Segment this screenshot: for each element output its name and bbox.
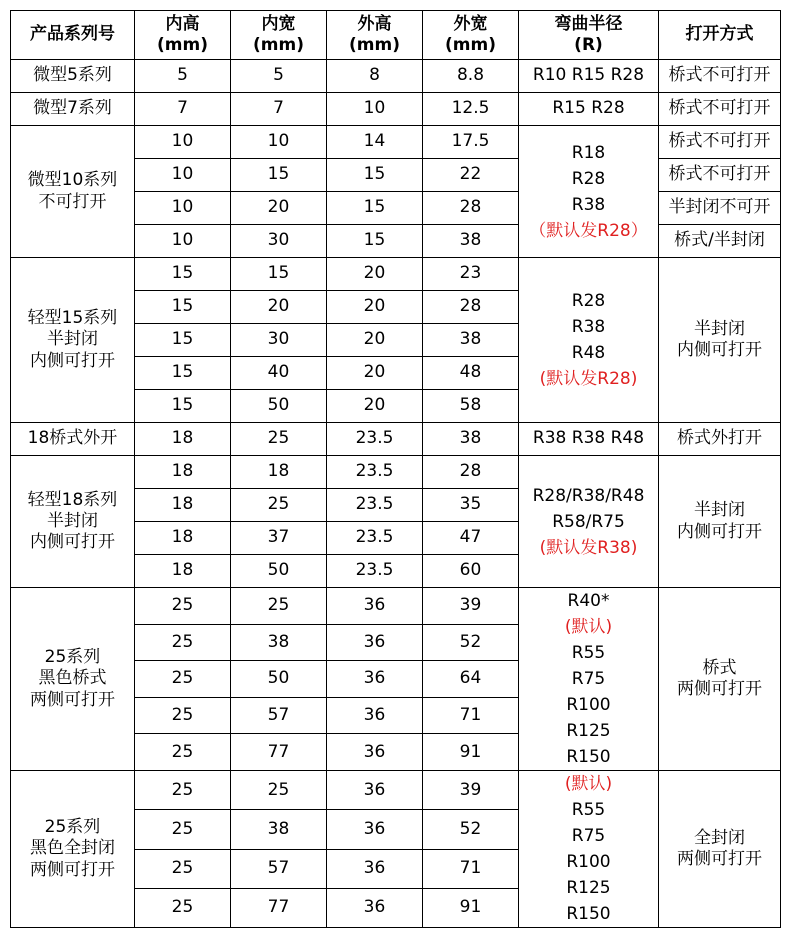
value-cell: 25	[135, 624, 231, 661]
value-cell: 39	[423, 588, 519, 625]
value-cell: 23.5	[327, 489, 423, 522]
value-cell: 38	[423, 324, 519, 357]
header-row	[11, 11, 781, 60]
opening-cell: 半封闭 内侧可打开	[659, 456, 781, 588]
value-cell: 12.5	[423, 93, 519, 126]
value-cell: 18	[135, 555, 231, 588]
series-cell: 25系列 黑色桥式 两侧可打开	[11, 588, 135, 771]
value-cell: 38	[423, 225, 519, 258]
table-row	[11, 456, 781, 489]
value-cell: 5	[135, 60, 231, 93]
header-opening: 打开方式	[659, 11, 781, 60]
value-cell: 91	[423, 888, 519, 927]
opening-cell: 半封闭不可开	[659, 192, 781, 225]
value-cell: 25	[135, 771, 231, 810]
value-cell: 47	[423, 522, 519, 555]
opening-cell: 桥式不可打开	[659, 159, 781, 192]
opening-cell: 桥式不可打开	[659, 93, 781, 126]
opening-cell: 桥式/半封闭	[659, 225, 781, 258]
value-cell: 20	[327, 291, 423, 324]
value-cell: 15	[327, 225, 423, 258]
value-cell: 7	[135, 93, 231, 126]
opening-cell: 桥式不可打开	[659, 126, 781, 159]
header-bend-radius: 弯曲半径 (R)	[519, 11, 659, 60]
value-cell: 38	[423, 423, 519, 456]
radius-cell: R40* (默认) R55 R75 R100 R125 R150	[519, 588, 659, 771]
value-cell: 50	[231, 555, 327, 588]
value-cell: 10	[135, 159, 231, 192]
radius-cell: R38 R38 R48	[519, 423, 659, 456]
value-cell: 36	[327, 697, 423, 734]
series-cell: 25系列 黑色全封闭 两侧可打开	[11, 771, 135, 928]
value-cell: 38	[231, 810, 327, 849]
value-cell: 23.5	[327, 423, 423, 456]
value-cell: 15	[231, 258, 327, 291]
value-cell: 17.5	[423, 126, 519, 159]
value-cell: 40	[231, 357, 327, 390]
series-cell: 轻型18系列 半封闭 内侧可打开	[11, 456, 135, 588]
value-cell: 20	[231, 192, 327, 225]
series-cell: 微型7系列	[11, 93, 135, 126]
value-cell: 15	[327, 159, 423, 192]
value-cell: 14	[327, 126, 423, 159]
value-cell: 18	[135, 423, 231, 456]
series-cell: 微型10系列 不可打开	[11, 126, 135, 258]
value-cell: 8.8	[423, 60, 519, 93]
opening-cell: 半封闭 内侧可打开	[659, 258, 781, 423]
value-cell: 10	[135, 225, 231, 258]
value-cell: 10	[231, 126, 327, 159]
value-cell: 57	[231, 849, 327, 888]
header-inner-height: 内高 (mm)	[135, 11, 231, 60]
opening-cell: 桥式不可打开	[659, 60, 781, 93]
value-cell: 71	[423, 849, 519, 888]
value-cell: 36	[327, 849, 423, 888]
value-cell: 15	[327, 192, 423, 225]
value-cell: 15	[135, 390, 231, 423]
value-cell: 77	[231, 734, 327, 771]
value-cell: 35	[423, 489, 519, 522]
value-cell: 15	[135, 357, 231, 390]
radius-cell: R15 R28	[519, 93, 659, 126]
value-cell: 8	[327, 60, 423, 93]
value-cell: 25	[135, 849, 231, 888]
value-cell: 20	[327, 357, 423, 390]
default-tag: (默认)	[564, 774, 613, 794]
value-cell: 25	[135, 661, 231, 698]
value-cell: 36	[327, 624, 423, 661]
value-cell: 15	[135, 324, 231, 357]
table-row	[11, 588, 781, 625]
table-row	[11, 771, 781, 810]
value-cell: 71	[423, 697, 519, 734]
value-cell: 36	[327, 734, 423, 771]
radius-cell: (默认) R55 R75 R100 R125 R150	[519, 771, 659, 928]
table-row	[11, 93, 781, 126]
value-cell: 28	[423, 291, 519, 324]
value-cell: 50	[231, 390, 327, 423]
value-cell: 30	[231, 225, 327, 258]
value-cell: 25	[231, 423, 327, 456]
opening-cell: 全封闭 两侧可打开	[659, 771, 781, 928]
default-tag: (默认)	[564, 617, 613, 637]
value-cell: 23.5	[327, 456, 423, 489]
spec-table-container	[10, 10, 781, 928]
value-cell: 25	[135, 697, 231, 734]
value-cell: 23.5	[327, 555, 423, 588]
table-row	[11, 126, 781, 159]
value-cell: 25	[135, 810, 231, 849]
table-row	[11, 423, 781, 456]
opening-cell: 桥式外打开	[659, 423, 781, 456]
value-cell: 60	[423, 555, 519, 588]
value-cell: 25	[135, 734, 231, 771]
value-cell: 28	[423, 456, 519, 489]
value-cell: 36	[327, 771, 423, 810]
value-cell: 36	[327, 888, 423, 927]
value-cell: 25	[231, 588, 327, 625]
default-note: （默认发R28）	[529, 220, 648, 241]
value-cell: 18	[135, 456, 231, 489]
radius-cell: R28 R38 R48 (默认发R28)	[519, 258, 659, 423]
value-cell: 39	[423, 771, 519, 810]
value-cell: 20	[327, 258, 423, 291]
value-cell: 10	[135, 192, 231, 225]
table-row	[11, 258, 781, 291]
value-cell: 30	[231, 324, 327, 357]
value-cell: 22	[423, 159, 519, 192]
default-note: (默认发R38)	[539, 537, 638, 558]
value-cell: 64	[423, 661, 519, 698]
series-cell: 轻型15系列 半封闭 内侧可打开	[11, 258, 135, 423]
value-cell: 38	[231, 624, 327, 661]
value-cell: 37	[231, 522, 327, 555]
value-cell: 36	[327, 810, 423, 849]
value-cell: 15	[135, 291, 231, 324]
value-cell: 18	[231, 456, 327, 489]
value-cell: 18	[135, 489, 231, 522]
value-cell: 7	[231, 93, 327, 126]
value-cell: 10	[327, 93, 423, 126]
value-cell: 77	[231, 888, 327, 927]
value-cell: 58	[423, 390, 519, 423]
cable-chain-spec-table	[10, 10, 781, 928]
value-cell: 50	[231, 661, 327, 698]
radius-cell: R10 R15 R28	[519, 60, 659, 93]
value-cell: 20	[327, 324, 423, 357]
value-cell: 15	[135, 258, 231, 291]
value-cell: 23	[423, 258, 519, 291]
radius-cell: R28/R38/R48 R58/R75 (默认发R38)	[519, 456, 659, 588]
value-cell: 20	[231, 291, 327, 324]
value-cell: 23.5	[327, 522, 423, 555]
header-inner-width: 内宽 (mm)	[231, 11, 327, 60]
radius-cell: R18 R28 R38 （默认发R28）	[519, 126, 659, 258]
header-series: 产品系列号	[11, 11, 135, 60]
header-outer-height: 外高 (mm)	[327, 11, 423, 60]
value-cell: 52	[423, 624, 519, 661]
value-cell: 15	[231, 159, 327, 192]
value-cell: 28	[423, 192, 519, 225]
table-row	[11, 60, 781, 93]
value-cell: 25	[135, 888, 231, 927]
series-cell: 18桥式外开	[11, 423, 135, 456]
series-cell: 微型5系列	[11, 60, 135, 93]
value-cell: 25	[231, 489, 327, 522]
value-cell: 18	[135, 522, 231, 555]
value-cell: 48	[423, 357, 519, 390]
value-cell: 36	[327, 588, 423, 625]
value-cell: 52	[423, 810, 519, 849]
value-cell: 20	[327, 390, 423, 423]
value-cell: 25	[231, 771, 327, 810]
header-outer-width: 外宽 (mm)	[423, 11, 519, 60]
value-cell: 91	[423, 734, 519, 771]
value-cell: 36	[327, 661, 423, 698]
opening-cell: 桥式 两侧可打开	[659, 588, 781, 771]
value-cell: 10	[135, 126, 231, 159]
value-cell: 5	[231, 60, 327, 93]
default-note: (默认发R28)	[539, 369, 638, 389]
value-cell: 57	[231, 697, 327, 734]
value-cell: 25	[135, 588, 231, 625]
